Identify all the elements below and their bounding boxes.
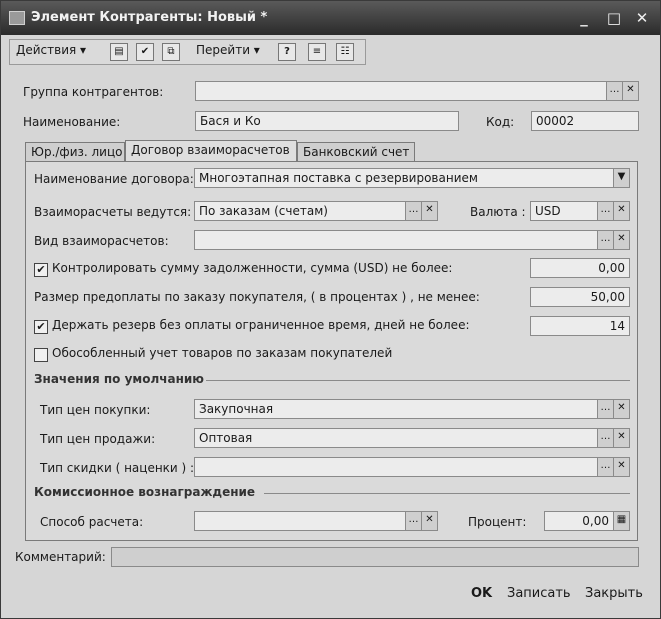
percent-label: Процент: — [468, 515, 527, 529]
code-label: Код: — [486, 115, 515, 129]
commission-section-divider — [264, 493, 630, 494]
discount-type-select-button[interactable]: … — [597, 458, 613, 476]
prepay-label: Размер предоплаты по заказу покупателя, ( в процентах ) , не менее: — [34, 290, 480, 304]
settlements-field[interactable] — [194, 201, 438, 221]
settlements-select-button[interactable]: … — [405, 202, 421, 220]
comment-label: Комментарий: — [15, 550, 106, 564]
structure-icon[interactable]: ☷ — [336, 43, 354, 61]
buy-price-value: Закупочная — [199, 402, 274, 416]
reserve-checkbox[interactable]: ✔ — [34, 320, 48, 334]
debt-control-checkbox[interactable]: ✔ — [34, 263, 48, 277]
settlement-type-select-button[interactable]: … — [597, 231, 613, 249]
window-title: Элемент Контрагенты: Новый * — [31, 10, 268, 25]
save-button[interactable]: Записать — [507, 586, 571, 601]
calc-method-clear-button[interactable]: ✕ — [421, 512, 437, 530]
defaults-section-header: Значения по умолчанию — [34, 372, 204, 386]
currency-field[interactable] — [530, 201, 630, 221]
help-button[interactable]: ? — [278, 43, 296, 61]
settlement-type-field[interactable] — [194, 230, 630, 250]
window-icon — [9, 11, 25, 25]
separate-accounting-label: Обособленный учет товаров по заказам покупателей — [52, 346, 393, 360]
calc-method-label: Способ расчета: — [40, 515, 144, 529]
calc-method-field[interactable] — [194, 511, 438, 531]
discount-type-field[interactable] — [194, 457, 630, 477]
settlement-type-label: Вид взаиморасчетов: — [34, 234, 169, 248]
list-icon[interactable]: ≡ — [308, 43, 326, 61]
settlements-value: По заказам (счетам) — [199, 204, 328, 218]
currency-select-button[interactable]: … — [597, 202, 613, 220]
settlements-clear-button[interactable]: ✕ — [421, 202, 437, 220]
calculator-icon[interactable]: ▦ — [613, 512, 629, 530]
actions-menu[interactable]: Действия ▾ — [16, 43, 87, 57]
calc-method-select-button[interactable]: … — [405, 512, 421, 530]
sell-price-select-button[interactable]: … — [597, 429, 613, 447]
discount-type-label: Тип скидки ( наценки ) : — [40, 461, 195, 475]
tab-contract[interactable]: Договор взаиморасчетов — [125, 140, 297, 163]
close-window-button[interactable]: ✕ — [635, 9, 649, 27]
sell-price-value: Оптовая — [199, 431, 253, 445]
contract-name-select[interactable] — [194, 168, 630, 188]
code-input[interactable]: 00002 — [531, 111, 639, 131]
name-label: Наименование: — [23, 115, 121, 129]
sell-price-field[interactable] — [194, 428, 630, 448]
group-clear-button[interactable]: ✕ — [622, 82, 638, 100]
tab-bank-account[interactable]: Банковский счет — [297, 142, 415, 162]
currency-value: USD — [535, 204, 561, 218]
name-input[interactable]: Бася и Ко — [195, 111, 459, 131]
close-button[interactable]: Закрыть — [585, 586, 643, 601]
contract-name-label: Наименование договора: — [34, 172, 194, 186]
separate-accounting-checkbox[interactable] — [34, 348, 48, 362]
reserve-days-input[interactable]: 14 — [530, 316, 630, 336]
reserve-label: Держать резерв без оплаты ограниченное время, дней не более: — [52, 318, 470, 332]
chevron-down-icon[interactable]: ▼ — [613, 169, 629, 187]
toolbar — [9, 39, 366, 65]
buy-price-clear-button[interactable]: ✕ — [613, 400, 629, 418]
settlement-type-clear-button[interactable]: ✕ — [613, 231, 629, 249]
discount-type-clear-button[interactable]: ✕ — [613, 458, 629, 476]
buy-price-field[interactable] — [194, 399, 630, 419]
defaults-section-divider — [206, 380, 630, 381]
currency-clear-button[interactable]: ✕ — [613, 202, 629, 220]
group-field[interactable] — [195, 81, 639, 101]
contract-panel — [25, 161, 638, 541]
prepay-input[interactable]: 50,00 — [530, 287, 630, 307]
commission-section-header: Комиссионное вознаграждение — [34, 485, 256, 499]
group-select-button[interactable]: … — [606, 82, 622, 100]
title-bar[interactable] — [1, 1, 660, 35]
comment-input[interactable] — [111, 547, 639, 567]
goto-menu[interactable]: Перейти ▾ — [196, 43, 260, 57]
ok-button[interactable]: OK — [471, 586, 493, 601]
maximize-button[interactable]: □ — [606, 9, 622, 27]
buy-price-select-button[interactable]: … — [597, 400, 613, 418]
sell-price-clear-button[interactable]: ✕ — [613, 429, 629, 447]
debt-control-label: Контролировать сумму задолженности, сумма (USD) не более: — [52, 261, 453, 275]
group-label: Группа контрагентов: — [23, 85, 164, 99]
debt-amount-input[interactable]: 0,00 — [530, 258, 630, 278]
currency-label: Валюта : — [470, 205, 526, 219]
save-icon[interactable]: ▤ — [110, 43, 128, 61]
percent-value: 0,00 — [582, 514, 609, 528]
minimize-button[interactable]: _ — [580, 9, 588, 27]
buy-price-label: Тип цен покупки: — [40, 403, 151, 417]
sell-price-label: Тип цен продажи: — [40, 432, 156, 446]
post-icon[interactable]: ✔ — [136, 43, 154, 61]
tab-legal-person[interactable]: Юр./физ. лицо — [25, 142, 125, 162]
copy-icon[interactable]: ⧉ — [162, 43, 180, 61]
percent-input[interactable] — [544, 511, 630, 531]
settlements-label: Взаиморасчеты ведутся: — [34, 205, 192, 219]
contract-name-value: Многоэтапная поставка с резервированием — [199, 171, 478, 185]
